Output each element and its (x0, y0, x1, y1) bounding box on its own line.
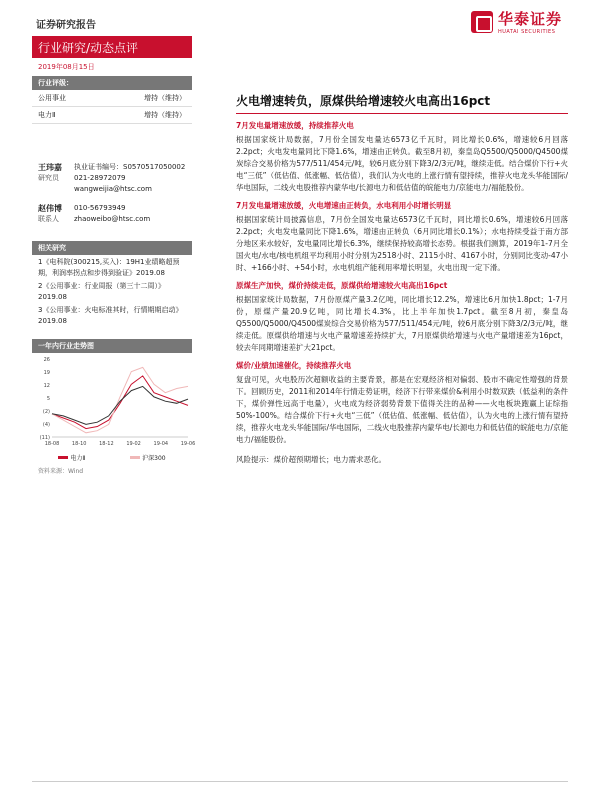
analyst-email[interactable]: zhaoweibo@htsc.com (74, 215, 151, 223)
section-heading: 7月发电量增速放缓，火电增速由正转负，水电利用小时增长明显 (236, 201, 452, 210)
brand-name: 华泰证券 (497, 10, 562, 28)
series-line-0 (52, 376, 188, 429)
section-heading: 7月发电量增速放缓，持续推荐火电 (236, 121, 354, 130)
section-heading: 原煤生产加快，煤价持续走低，原煤供给增速较火电高出16pct (236, 281, 448, 290)
section-body: 根据国家统计局数据，7月份原煤产量3.2亿吨，同比增长12.2%，增速比6月加快1.8pct；1-7月份，原煤产量20.9亿吨，同比增长4.3%，比上半年加快1.7pct。截至8月初，秦皇岛Q5500/Q5000/Q4500煤炭综合交易价格为577/511/454元/吨，较6月底分别下降3/2/3元/吨，继续走低。原煤供给增速与火电产量增速差持续扩大，7月原煤供给增速与火电产量增速差为16pct，较去年同期增速差扩大21pct。 (236, 295, 568, 352)
report-category: 行业研究/动态点评 (32, 36, 192, 58)
rating-value: 增持（维持） (144, 111, 186, 119)
rating-row (32, 107, 192, 124)
rating-value: 增持（维持） (144, 94, 186, 102)
section-body: 根据国家统计局数据，7月份全国发电量达6573亿千瓦时，同比增长0.6%，增速较6月回落2.2pct；火电发电量同比下降1.6%，增速由正转负。截至8月初，秦皇岛Q5500/Q5000/Q4500煤炭综合交易价格为577/511/454元/吨，较6月底分别下降3/2/3元/吨，继续走低。结合煤价下行+火电“三低”（低估值、低涨幅、低估值），我们认为火电的上涨行情有望持续，推荐火电龙头华能国际/华电国际，二线火电股推荐内蒙华电/长源电力和低估值的皖能电力/京能电力/福能股份。 (236, 135, 568, 192)
y-tick-label: 19 (43, 370, 50, 376)
section-heading: 煤价/业绩加速催化，持续推荐火电 (236, 361, 352, 370)
related-item[interactable]: 3《公用事业：火电标准其时，行情期期启动》2019.08 (38, 306, 183, 325)
y-tick-label: (4) (42, 422, 50, 428)
section (236, 360, 568, 446)
analyst-phone: 010-56793949 (74, 204, 126, 212)
related-item[interactable]: 1《电科院(300215,买入)：19H1业绩略超预期，利润率拐点和步得到验证》2019.08 (38, 258, 180, 277)
x-tick-label: 19-06 (180, 441, 196, 447)
section (236, 200, 568, 274)
sidebar (32, 36, 196, 479)
analyst-cert-label: 执业证书编号： (74, 163, 123, 171)
y-tick-label: 5 (46, 396, 50, 402)
x-tick-label: 19-02 (126, 441, 141, 447)
brand-name-en: HUATAI SECURITIES (497, 29, 556, 35)
section (236, 280, 568, 354)
footer-divider (32, 781, 568, 782)
chart-legend (32, 453, 192, 462)
rating-row (32, 90, 192, 107)
related-item[interactable]: 2《公用事业：行业周报（第三十二周）》2019.08 (38, 282, 165, 301)
main-content (236, 92, 568, 466)
analyst-1 (32, 162, 192, 195)
analyst-cert-id: S0570517050002 (123, 163, 186, 171)
section-body: 根据国家统计局披露信息，7月份全国发电量达6573亿千瓦时，同比增长0.6%，增速较6月回落2.2pct；火电发电量同比下降1.6%，增速由正转负（6月同比增长0.1%）；水电持续受益于南方部分地区来水较好，发电量同比增长6.3%，继续保持较高增长态势。根据我们测算，2019年1-7月全国火电/水电/核电机组平均利用小时分别为2518小时、2115小时、4167小时，分别同比变动-47小时、+166小时、+54小时，水电机组产能利用率增长明显，火电出现一定下滑。 (236, 215, 568, 272)
x-tick-label: 19-04 (153, 441, 169, 447)
brand-mark-icon (471, 11, 493, 33)
section-body: 复盘可见，火电股历次超额收益的主要背景，都是在宏观经济相对偏弱、股市不确定性增强的背景下。回顾历史，2011和2014年行情走势证明，经济下行带来煤价&利用小时数双跌（低益利的条件下，煤价弹性远高于电量），火电成为经济弱势背景下值得关注的品种——火电板块跑赢上证综指50%-100%。结合煤价下行+火电“三低”（低估值、低涨幅、低估值），认为火电的上涨行情有望持续，推荐火电龙头华能国际/华电国际，二线火电股推荐内蒙华电/长源电力和低估值的皖能电力/京能电力/福能股份。 (236, 375, 568, 444)
report-date: 2019年08月15日 (38, 63, 95, 71)
analyst-role: 联系人 (38, 215, 59, 223)
rating-industry: 电力Ⅱ (38, 111, 56, 119)
analyst-2 (32, 203, 192, 225)
analyst-phone: 021-28972079 (74, 174, 126, 182)
legend-item-hs300: 沪深300 (130, 453, 165, 462)
report-title: 火电增速转负，原煤供给增速较火电高出16pct (236, 92, 568, 114)
report-type-label: 证券研究报告 (36, 20, 96, 31)
x-tick-label: 18-10 (71, 441, 87, 447)
analyst-name: 王玮嘉 (38, 163, 62, 172)
related-list (32, 255, 192, 331)
risk-warning: 风险提示：煤价超预期增长；电力需求恶化。 (236, 455, 386, 464)
chart-header: 一年内行业走势图 (32, 339, 192, 353)
y-tick-label: 12 (43, 383, 50, 389)
y-tick-label: (2) (42, 409, 50, 415)
trend-chart-box (32, 339, 196, 462)
y-tick-label: (11) (39, 435, 50, 441)
chart-source: 资料来源：Wind (38, 468, 84, 475)
brand-logo (471, 8, 562, 35)
trend-chart (32, 353, 196, 453)
analyst-name: 赵伟博 (38, 204, 62, 213)
legend-item-power: 电力Ⅱ (58, 453, 85, 462)
rating-industry: 公用事业 (38, 94, 66, 102)
analyst-email[interactable]: wangweijia@htsc.com (74, 185, 152, 193)
related-header: 相关研究 (32, 241, 192, 255)
section (236, 120, 568, 194)
rating-header: 行业评级： (32, 76, 192, 90)
x-tick-label: 18-12 (99, 441, 114, 447)
y-tick-label: 26 (43, 357, 50, 363)
analyst-role: 研究员 (38, 174, 59, 182)
series-line-1 (52, 367, 188, 432)
x-tick-label: 18-08 (44, 441, 60, 447)
